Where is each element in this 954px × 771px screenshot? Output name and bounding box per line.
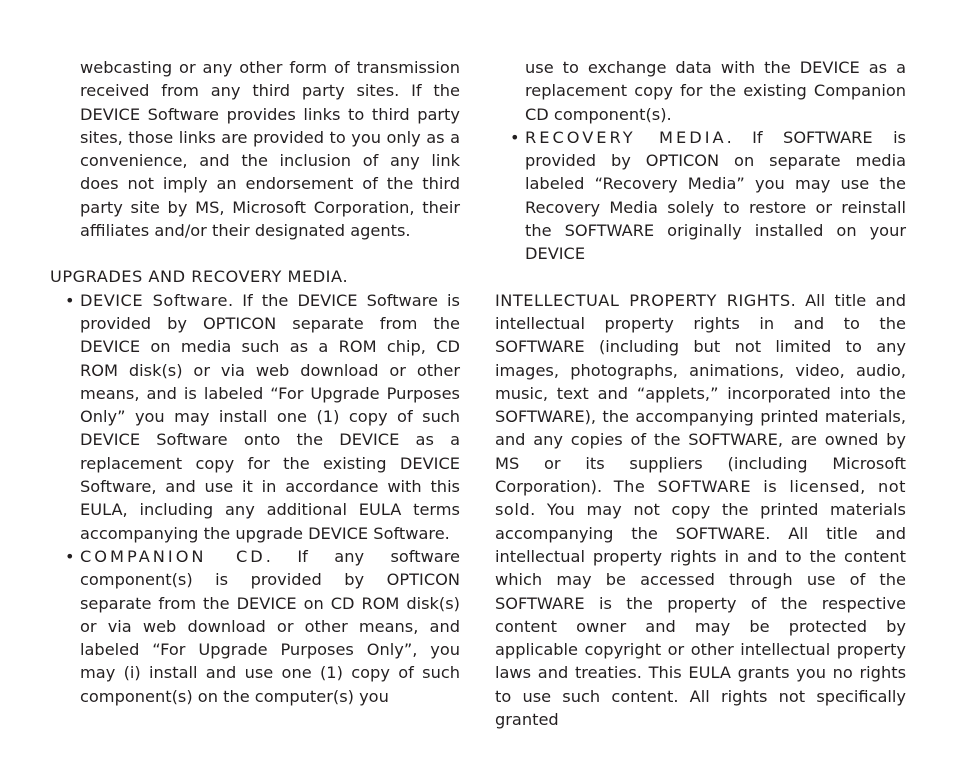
bullet-recovery-media xyxy=(495,126,906,266)
bullet-body xyxy=(80,545,460,708)
ip-text-2: . You may not copy the printed materials accompanying the SOFTWARE. All title and intellectual property rights in and to the content which may be accessed through use of the SOFTWARE is the property of the respective content owner and may be protected by applicable copyright or other intellectual property laws and treaties. This EULA grants you no rights to use such content. All rights not specifically granted xyxy=(495,500,906,730)
bullet-term: COMPANION CD xyxy=(80,546,266,566)
ip-paragraph xyxy=(495,289,906,732)
right-column xyxy=(495,56,906,731)
left-column xyxy=(50,56,460,708)
ip-heading: INTELLECTUAL PROPERTY RIGHTS xyxy=(495,290,791,310)
bullet-marker: • xyxy=(65,546,75,566)
bullet-term: DEVICE Software xyxy=(80,290,229,310)
bullet-body xyxy=(525,126,906,266)
section-heading-upgrades xyxy=(50,265,460,288)
bullet-text: . If the DEVICE Software is provided by OPTICON separate from the DEVICE on media such as a ROM chip, CD ROM disk(s) or via web download or other means, and is labeled “For Upgrade Purposes Only” you may install one (1) copy of such DEVICE Software onto the DEVICE as a replacement copy for the existing DEVICE Software, and use it in accordance with this EULA, including any additional EULA terms accompanying the upgrade DEVICE Software. xyxy=(80,290,460,543)
ip-text-1: . All title and intellectual property rights in and to the SOFTWARE (including but not limited to any images, photographs, animations, video, audio, music, text and “applets,” incorporated into the SOFTWARE), the accompanying printed materials, and any copies of the SOFTWARE, are owned by MS or its suppliers (including Microsoft Corporation). xyxy=(495,290,906,497)
bullet-device-software xyxy=(50,289,460,545)
bullet-marker: • xyxy=(510,127,520,147)
bullet-term: RECOVERY MEDIA xyxy=(525,127,727,147)
bullet-companion-cd xyxy=(50,545,460,708)
continuation-paragraph: use to exchange data with the DEVICE as a replacement copy for the existing Companion CD component(s). xyxy=(525,58,906,124)
bullet-text: . If SOFTWARE is provided by OPTICON on separate media labeled “Recovery Media” you may use the Recovery Media solely to restore or reinstall the SOFTWARE originally installed on your DEVICE xyxy=(525,127,906,264)
bullet-text: . If any software component(s) is provided by OPTICON separate from the DEVICE on CD ROM disk(s) or via web download or other means, and labeled “For Upgrade Purposes Only”, you may (i) install and use one (1) copy of such component(s) on the computer(s) you xyxy=(80,546,460,706)
spacer xyxy=(50,242,460,265)
spacer xyxy=(495,266,906,289)
ip-emphasis: The SOFTWARE is licensed, not sold xyxy=(495,477,906,520)
bullet-body xyxy=(80,289,460,545)
bullet-marker: • xyxy=(65,290,75,310)
continuation-paragraph: webcasting or any other form of transmission received from any third party sites. If the DEVICE Software provides links to third party sites, those links are provided to you only as a convenience, and the inclusion of any link does not imply an endorsement of the third party site by MS, Microsoft Corporation, their affiliates and/or their designated agents. xyxy=(80,58,460,241)
section-heading-period: . xyxy=(342,267,348,287)
section-heading-text: UPGRADES AND RECOVERY MEDIA xyxy=(50,267,343,287)
